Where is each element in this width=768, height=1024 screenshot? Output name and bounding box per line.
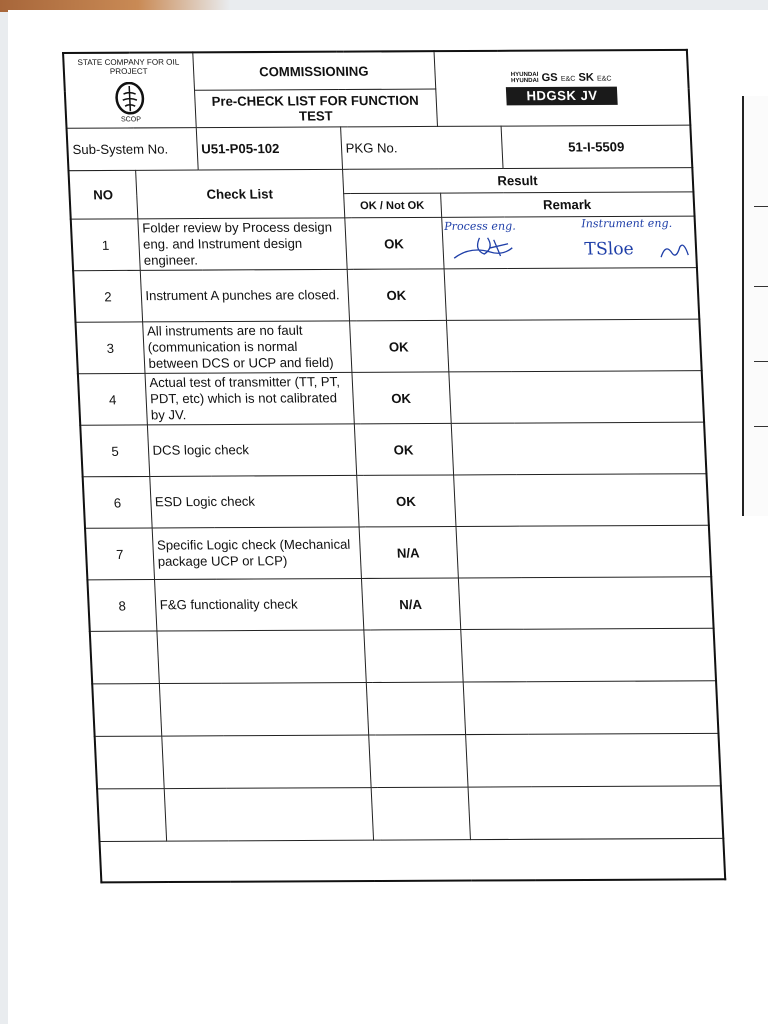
subsystem-label: Sub-System No. bbox=[67, 128, 198, 171]
form-subtitle: Pre-CHECK LIST FOR FUNCTION TEST bbox=[194, 89, 437, 128]
form-title: COMMISSIONING bbox=[192, 51, 435, 90]
checklist-form bbox=[62, 49, 726, 921]
instrument-signature-mark-icon bbox=[657, 239, 692, 261]
row-result: N/A bbox=[361, 578, 460, 630]
row-number: 1 bbox=[71, 219, 140, 271]
row-remark bbox=[441, 216, 697, 269]
pkg-label: PKG No. bbox=[340, 126, 502, 169]
col-header-checklist: Check List bbox=[135, 169, 344, 219]
row-number: 3 bbox=[76, 322, 145, 374]
handwritten-instrument-eng: Instrument eng. bbox=[581, 216, 673, 231]
row-remark bbox=[456, 525, 712, 578]
table-row bbox=[78, 371, 704, 426]
subsystem-value: U51-P05-102 bbox=[196, 127, 342, 170]
col-header-no: NO bbox=[68, 170, 137, 219]
jv-badge: HDGSK JV bbox=[506, 87, 618, 106]
row-result: OK bbox=[354, 423, 453, 475]
row-check-item: All instruments are no fault (communication is normal between DCS or UCP and field) bbox=[142, 321, 351, 374]
row-remark bbox=[453, 474, 709, 527]
footer-row bbox=[100, 838, 726, 881]
instrument-signature: TSloe bbox=[584, 239, 635, 260]
sk-logo: SK bbox=[578, 71, 595, 84]
row-check-item: Instrument A punches are closed. bbox=[140, 269, 349, 322]
row-remark bbox=[451, 422, 707, 475]
row-remark bbox=[448, 371, 704, 424]
row-check-item: Folder review by Process design eng. and Instrument design engineer. bbox=[137, 218, 346, 271]
hyundai-logo: HYUNDAI HYUNDAI bbox=[510, 71, 539, 85]
empty-row bbox=[90, 628, 716, 684]
partner-logo-block bbox=[434, 50, 691, 127]
row-number: 6 bbox=[83, 476, 152, 528]
table-row bbox=[87, 577, 713, 632]
row-result: OK bbox=[351, 372, 450, 424]
scop-logo-text: SCOP bbox=[120, 116, 142, 124]
row-number: 8 bbox=[87, 579, 156, 631]
row-number: 7 bbox=[85, 528, 154, 580]
col-header-remark: Remark bbox=[440, 192, 694, 217]
row-result: N/A bbox=[359, 526, 458, 578]
org-name: STATE COMPANY FOR OIL PROJECT bbox=[77, 57, 180, 77]
handwritten-process-eng: Process eng. bbox=[443, 219, 517, 233]
process-signature-icon bbox=[448, 232, 520, 263]
org-block bbox=[63, 52, 196, 128]
form-table bbox=[62, 49, 726, 883]
partner-logo-line bbox=[439, 71, 683, 84]
sk-suffix: E&C bbox=[596, 75, 612, 83]
row-check-item: Actual test of transmitter (TT, PT, PDT, etc) which is not calibrated by JV. bbox=[145, 372, 354, 425]
row-check-item: F&G functionality check bbox=[154, 578, 363, 631]
table-row bbox=[73, 268, 699, 323]
row-number: 4 bbox=[78, 373, 147, 425]
row-number: 2 bbox=[73, 270, 142, 322]
table-row bbox=[71, 216, 697, 271]
table-row bbox=[80, 422, 706, 477]
row-remark bbox=[446, 319, 702, 372]
gs-suffix: E&C bbox=[560, 75, 576, 83]
empty-row bbox=[95, 733, 721, 789]
scop-logo-icon bbox=[114, 82, 146, 116]
row-result: OK bbox=[344, 217, 443, 269]
col-header-result: Result bbox=[342, 168, 693, 194]
row-result: OK bbox=[347, 269, 446, 321]
row-result: OK bbox=[349, 320, 448, 372]
table-row bbox=[83, 474, 709, 529]
row-remark bbox=[444, 268, 700, 321]
pkg-value: 51-I-5509 bbox=[501, 125, 693, 168]
col-header-ok: OK / Not OK bbox=[343, 193, 441, 218]
row-number: 5 bbox=[80, 425, 149, 477]
table-row bbox=[76, 319, 702, 374]
gs-logo: GS bbox=[541, 71, 558, 84]
empty-row bbox=[92, 681, 718, 737]
empty-row bbox=[97, 786, 723, 842]
table-row bbox=[85, 525, 711, 580]
underlying-page-edge bbox=[742, 96, 768, 516]
row-result: OK bbox=[356, 475, 455, 527]
row-check-item: ESD Logic check bbox=[149, 475, 358, 528]
row-check-item: DCS logic check bbox=[147, 424, 356, 477]
row-check-item: Specific Logic check (Mechanical package UCP or LCP) bbox=[152, 527, 361, 580]
row-remark bbox=[458, 577, 714, 630]
